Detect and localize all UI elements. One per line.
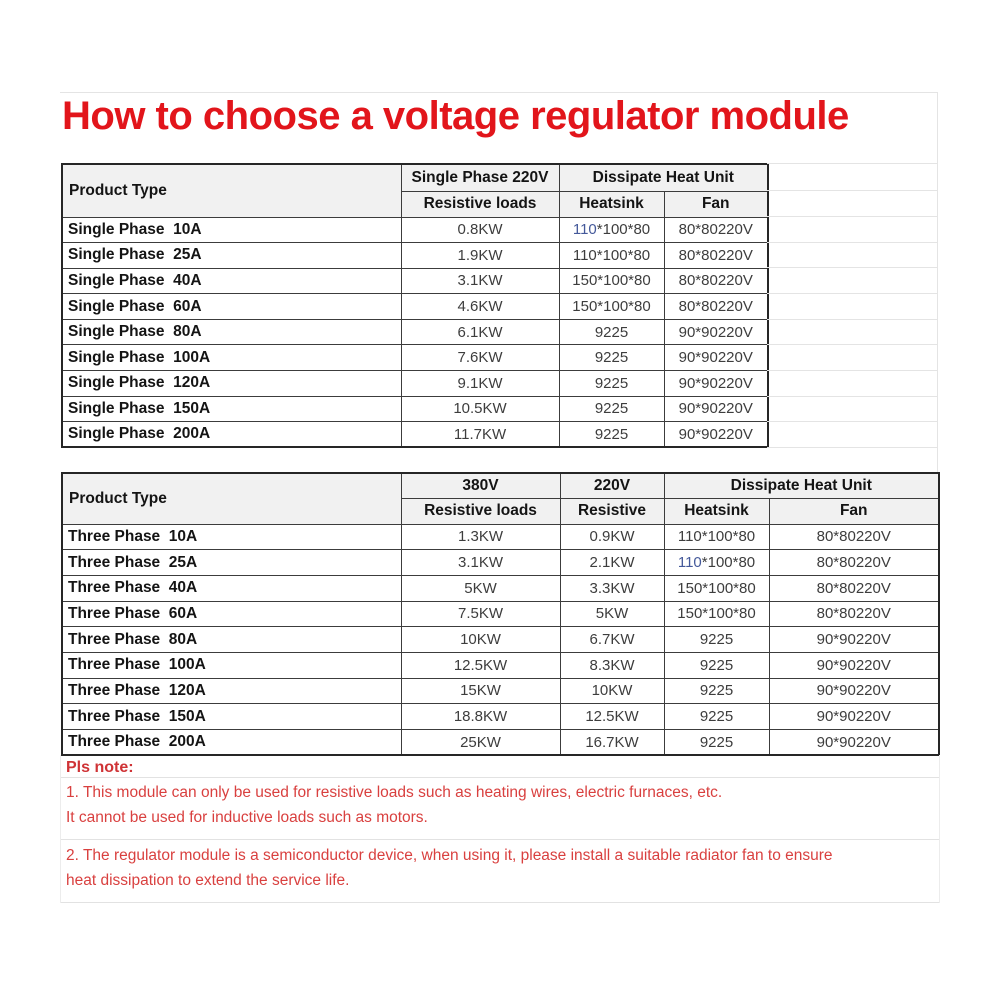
heatsink-cell: 9225 [559,371,664,397]
gridline [767,293,937,294]
load-cell: 10.5KW [401,396,559,422]
table-row [62,678,939,704]
fan-cell: 80*80220V [769,524,939,550]
highlighted-value: 110 [677,554,702,572]
load220-cell: 3.3KW [560,575,664,601]
gridline [767,370,937,371]
gridline [767,190,937,191]
load220-cell: 2.1KW [560,550,664,576]
fan-cell: 90*90220V [769,652,939,678]
product-cell: Three Phase 25A [62,550,401,576]
column-header-heatsink: Heatsink [559,191,664,217]
product-cell: Three Phase 80A [62,627,401,653]
table-row [62,575,939,601]
fan-cell: 80*80220V [769,575,939,601]
gridline [767,216,937,217]
heatsink-cell: 9225 [664,652,769,678]
table-row [62,243,768,269]
fan-cell: 80*80220V [769,601,939,627]
table-row [62,601,939,627]
column-header-fan: Fan [769,498,939,524]
product-cell: Three Phase 40A [62,575,401,601]
table-row [62,550,939,576]
load-cell: 0.8KW [401,217,559,243]
three-phase-table [61,472,940,756]
gridline [60,92,938,93]
notes-heading: Pls note: [66,759,134,776]
fan-cell: 80*80220V [664,268,768,294]
column-header-product-type: Product Type [62,164,401,217]
fan-cell: 80*80220V [664,294,768,320]
note-2-line-1: 2. The regulator module is a semiconductor device, when using it, please install a suitable radiator fan to ensure [66,847,833,864]
heatsink-cell: 9225 [559,396,664,422]
column-header-fan: Fan [664,191,768,217]
table-row [62,371,768,397]
product-cell: Single Phase 60A [62,294,401,320]
load220-cell: 8.3KW [560,652,664,678]
heatsink-cell: 150*100*80 [559,294,664,320]
heatsink-cell: 110*100*80 [559,217,664,243]
fan-cell: 90*90220V [664,422,768,448]
fan-cell: 90*90220V [769,678,939,704]
product-cell: Single Phase 150A [62,396,401,422]
fan-cell: 80*80220V [664,243,768,269]
load-cell: 4.6KW [401,294,559,320]
note-1-line-2: It cannot be used for inductive loads such as motors. [66,809,428,826]
load380-cell: 18.8KW [401,704,560,730]
column-header-resistive-loads: Resistive loads [401,191,559,217]
fan-cell: 90*90220V [769,627,939,653]
product-cell: Three Phase 10A [62,524,401,550]
load-cell: 11.7KW [401,422,559,448]
heatsink-cell: 150*100*80 [664,575,769,601]
heatsink-cell: 110*100*80 [559,243,664,269]
product-cell: Single Phase 40A [62,268,401,294]
column-header-resistive: Resistive [560,498,664,524]
gridline [767,421,937,422]
gridline [767,447,937,448]
page-title: How to choose a voltage regulator module [62,94,849,138]
load220-cell: 6.7KW [560,627,664,653]
heatsink-cell: 110*100*80 [664,524,769,550]
product-cell: Three Phase 100A [62,652,401,678]
product-cell: Single Phase 10A [62,217,401,243]
gridline [61,777,939,778]
gridline [767,267,937,268]
heatsink-cell: 9225 [664,627,769,653]
load380-cell: 10KW [401,627,560,653]
column-header-resistive-loads: Resistive loads [401,498,560,524]
load-cell: 3.1KW [401,268,559,294]
load220-cell: 16.7KW [560,730,664,756]
table-row [62,319,768,345]
fan-cell: 90*90220V [664,371,768,397]
spreadsheet-gridlines [767,163,937,447]
table-row [62,217,768,243]
load-cell: 7.6KW [401,345,559,371]
table-row [62,652,939,678]
load-cell: 1.9KW [401,243,559,269]
load220-cell: 12.5KW [560,704,664,730]
note-2-line-2: heat dissipation to extend the service life. [66,872,350,889]
table-row [62,396,768,422]
load380-cell: 3.1KW [401,550,560,576]
load-cell: 6.1KW [401,319,559,345]
fan-cell: 90*90220V [769,730,939,756]
column-header-product-type: Product Type [62,473,401,524]
gridline [61,902,939,903]
load380-cell: 1.3KW [401,524,560,550]
load220-cell: 10KW [560,678,664,704]
product-cell: Three Phase 200A [62,730,401,756]
table-row [62,345,768,371]
note-1-line-1: 1. This module can only be used for resistive loads such as heating wires, electric furnaces, etc. [66,784,723,801]
product-cell: Single Phase 25A [62,243,401,269]
product-cell: Three Phase 120A [62,678,401,704]
load-cell: 9.1KW [401,371,559,397]
load380-cell: 5KW [401,575,560,601]
heatsink-cell: 9225 [664,678,769,704]
product-cell: Three Phase 150A [62,704,401,730]
notes-section [60,755,940,903]
heatsink-cell: 150*100*80 [559,268,664,294]
single-phase-table [61,163,769,448]
heatsink-cell: 150*100*80 [664,601,769,627]
column-header-dissipate-heat-unit: Dissipate Heat Unit [559,164,768,191]
table-row [62,730,939,756]
table-row [62,294,768,320]
table-row [62,524,939,550]
table-row [62,268,768,294]
table-row [62,704,939,730]
heatsink-cell: 9225 [559,319,664,345]
gridline [767,242,937,243]
heatsink-cell: 110*100*80 [664,550,769,576]
column-header-380v: 380V [401,473,560,498]
heatsink-cell: 9225 [559,422,664,448]
column-header-heatsink: Heatsink [664,498,769,524]
fan-cell: 80*80220V [769,550,939,576]
fan-cell: 80*80220V [664,217,768,243]
gridline [937,92,938,472]
gridline [767,163,937,164]
gridline [767,319,937,320]
fan-cell: 90*90220V [664,319,768,345]
column-header-single-phase-220v: Single Phase 220V [401,164,559,191]
column-header-dissipate-heat-unit: Dissipate Heat Unit [664,473,939,498]
product-cell: Three Phase 60A [62,601,401,627]
fan-cell: 90*90220V [664,345,768,371]
product-cell: Single Phase 200A [62,422,401,448]
load220-cell: 0.9KW [560,524,664,550]
heatsink-cell: 9225 [664,704,769,730]
load380-cell: 12.5KW [401,652,560,678]
load380-cell: 25KW [401,730,560,756]
highlighted-value: 110 [572,221,597,239]
product-cell: Single Phase 120A [62,371,401,397]
gridline [61,839,939,840]
heatsink-cell: 9225 [559,345,664,371]
product-cell: Single Phase 100A [62,345,401,371]
fan-cell: 90*90220V [664,396,768,422]
load380-cell: 7.5KW [401,601,560,627]
column-header-220v: 220V [560,473,664,498]
product-cell: Single Phase 80A [62,319,401,345]
gridline [767,344,937,345]
table-row [62,422,768,448]
fan-cell: 90*90220V [769,704,939,730]
heatsink-cell: 9225 [664,730,769,756]
load220-cell: 5KW [560,601,664,627]
table-row [62,627,939,653]
load380-cell: 15KW [401,678,560,704]
gridline [767,396,937,397]
